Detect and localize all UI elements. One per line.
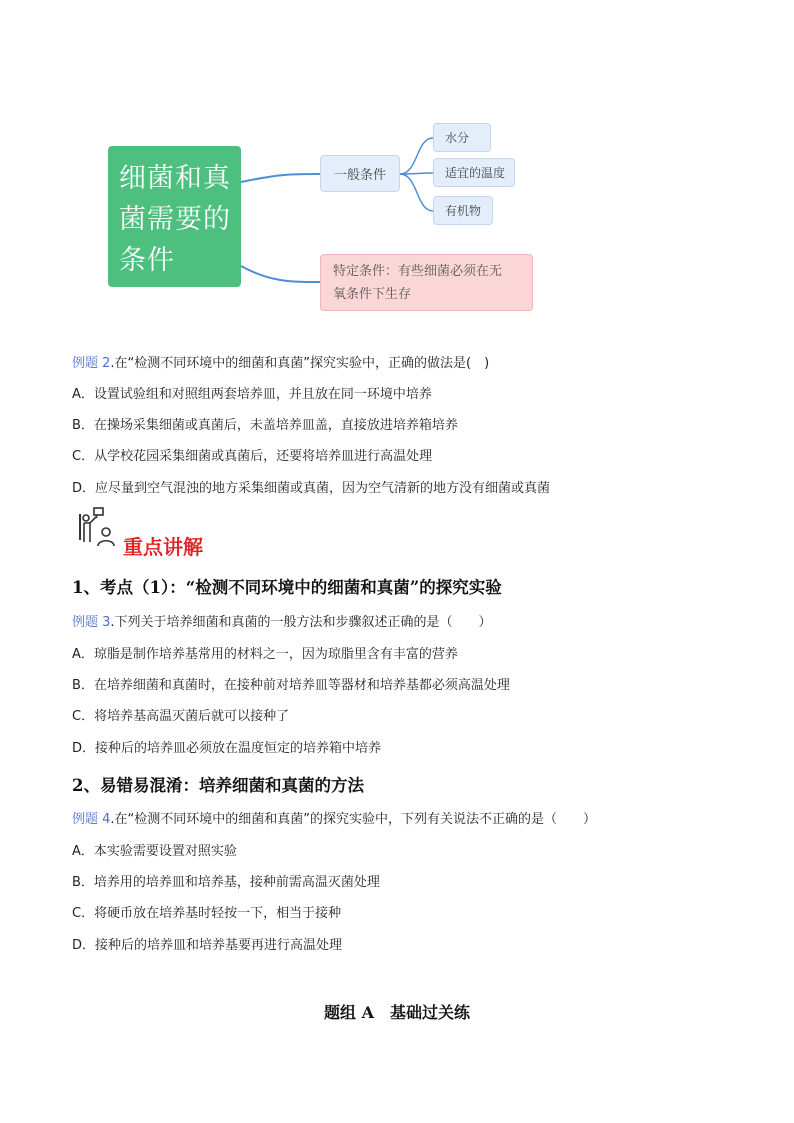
example-2-option-c: C．从学校花园采集细菌或真菌后，还要将培养皿进行高温处理: [72, 449, 433, 464]
mindmap-special-line-1: 特定条件：有些细菌必须在无: [333, 264, 503, 279]
key-section-title: 重点讲解: [123, 535, 203, 559]
mindmap-water: 水分: [433, 123, 491, 152]
mindmap-root-line-2: 菌需要的: [119, 204, 231, 235]
group-a-title: 题组 A 基础过关练: [324, 1003, 470, 1022]
mindmap-special-conditions: [320, 254, 533, 311]
example-3-option-b: B．在培养细菌和真菌时，在接种前对培养皿等器材和培养基都必须高温处理: [72, 678, 510, 693]
mindmap-root: [108, 146, 241, 287]
example-4-option-c: C．将硬币放在培养基时轻按一下，相当于接种: [72, 906, 342, 921]
mindmap-root-line-3: 条件: [119, 245, 175, 276]
example-3-option-a: A．琼脂是制作培养基常用的材料之一，因为琼脂里含有丰富的营养: [72, 647, 458, 662]
example-4-stem: [72, 808, 596, 827]
example-3-option-d: D．接种后的培养皿必须放在温度恒定的培养箱中培养: [72, 741, 382, 756]
example-3-label: 例题 3: [72, 615, 111, 630]
example-2-question: .在“检测不同环境中的细菌和真菌”探究实验中，正确的做法是( ): [110, 356, 490, 371]
example-2-label: 例题 2: [72, 356, 111, 371]
example-3-stem: [72, 611, 492, 630]
mindmap-root-line-1: 细菌和真: [119, 163, 231, 194]
example-4-option-b: B．培养用的培养皿和培养基，接种前需高温灭菌处理: [72, 875, 380, 890]
example-4-option-a: A．本实验需要设置对照实验: [72, 844, 237, 859]
example-2-option-b: B．在操场采集细菌或真菌后，未盖培养皿盖，直接放进培养箱培养: [72, 418, 458, 433]
example-4-option-d: D．接种后的培养皿和培养基要再进行高温处理: [72, 938, 343, 953]
example-4-label: 例题 4: [72, 812, 111, 827]
teacher-presenting-icon: [76, 506, 120, 550]
mindmap-general-conditions: 一般条件: [320, 155, 400, 192]
mindmap-organic-matter: 有机物: [433, 196, 493, 225]
mindmap-special-line-2: 氧条件下生存: [333, 287, 412, 302]
example-2-option-a: A．设置试验组和对照组两套培养皿，并且放在同一环境中培养: [72, 387, 432, 402]
mindmap-temperature: 适宜的温度: [433, 158, 515, 187]
example-4-question: .在“检测不同环境中的细菌和真菌”的探究实验中，下列有关说法不正确的是（ ）: [110, 812, 597, 827]
point-1-heading: 1、考点（1）：“检测不同环境中的细菌和真菌”的探究实验: [72, 578, 502, 597]
example-3-option-c: C．将培养基高温灭菌后就可以接种了: [72, 709, 290, 724]
example-2-option-d: D．应尽量到空气混浊的地方采集细菌或真菌，因为空气清新的地方没有细菌或真菌: [72, 481, 551, 496]
point-2-heading: 2、易错易混淆：培养细菌和真菌的方法: [72, 776, 364, 795]
example-2-stem: [72, 352, 489, 371]
example-3-question: .下列关于培养细菌和真菌的一般方法和步骤叙述正确的是（ ）: [110, 615, 492, 630]
